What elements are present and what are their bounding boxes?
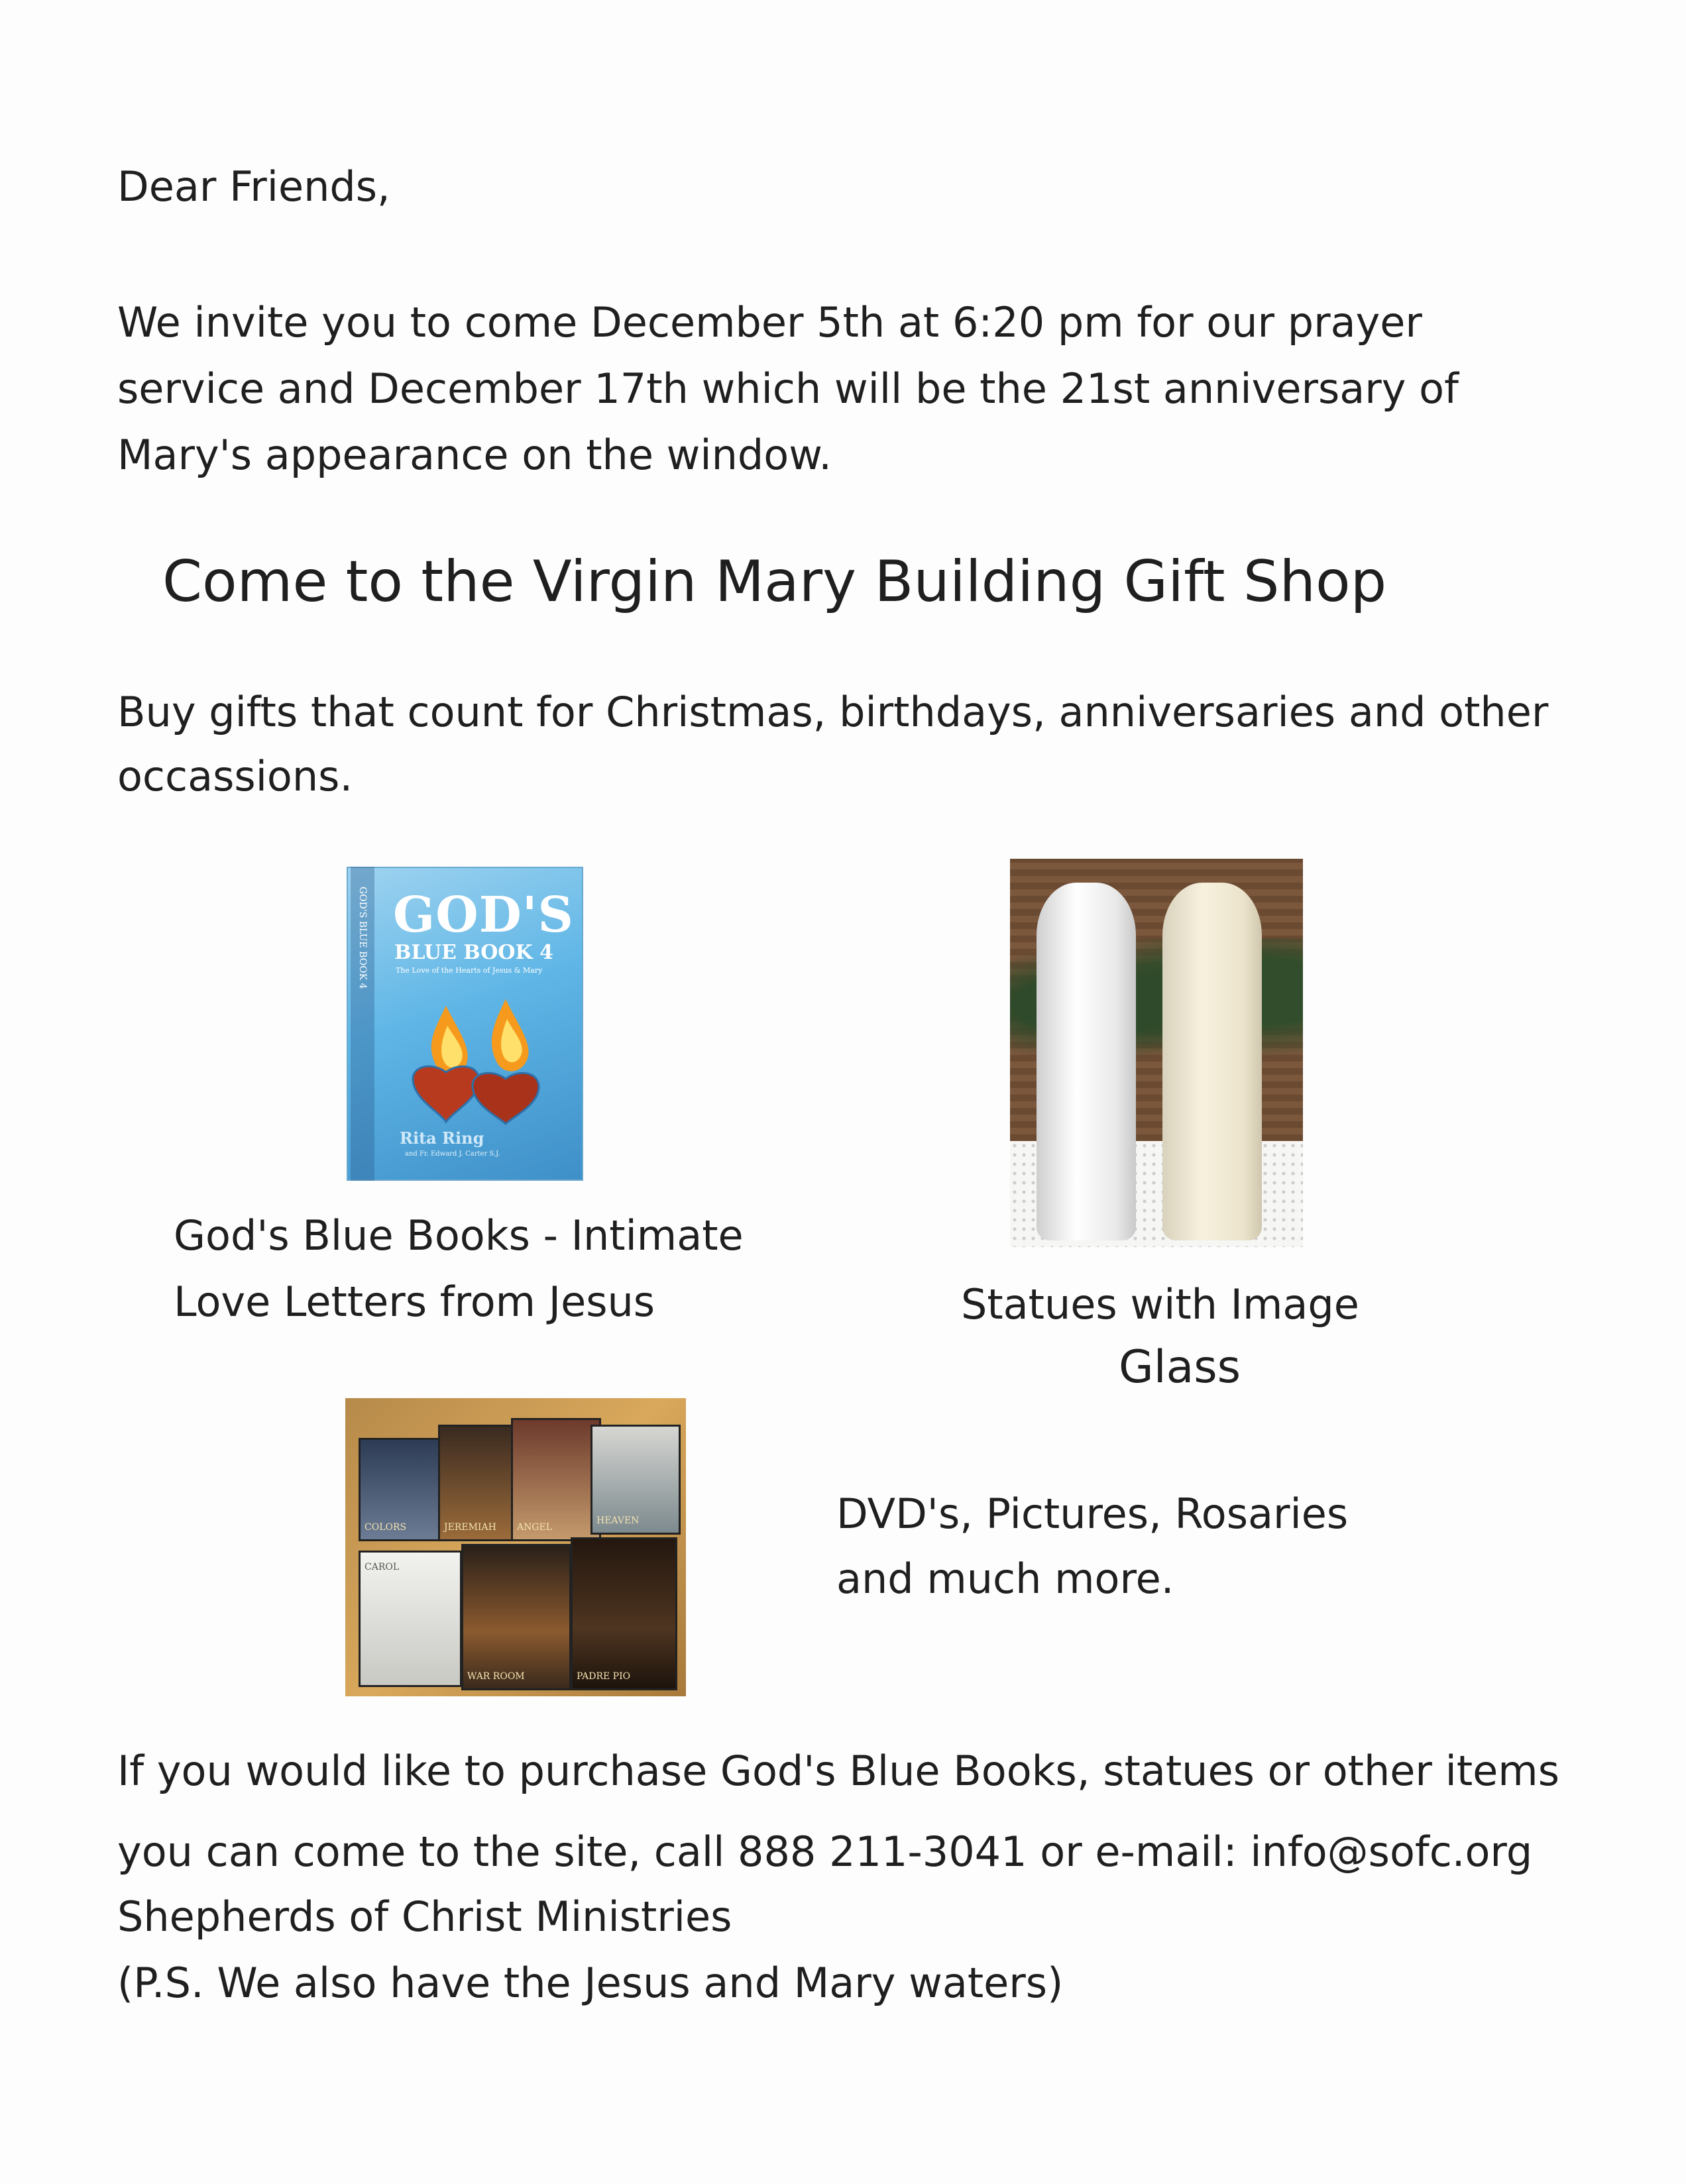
book-spine <box>351 867 374 1181</box>
white-statue <box>1037 883 1136 1240</box>
book-caption-line-1: God's Blue Books - Intimate <box>174 1211 744 1260</box>
dvds-caption-line-1: DVD's, Pictures, Rosaries <box>836 1490 1349 1538</box>
closing-line-2: you can come to the site, call 888 211-3041 or e-mail: info@sofc.org <box>117 1828 1533 1876</box>
closing-line-3: Shepherds of Christ Ministries <box>117 1892 732 1941</box>
dvds-caption-line-2: and much more. <box>836 1555 1174 1603</box>
book-spine-text: GOD'S BLUE BOOK 4 <box>357 887 368 989</box>
dvd-title: WAR ROOM <box>467 1671 525 1682</box>
dvd-title: JEREMIAH <box>444 1522 496 1533</box>
dvd-cover <box>571 1537 677 1690</box>
invite-line-2: service and December 17th which will be the 21st anniversary of <box>117 364 1459 413</box>
buy-line-1: Buy gifts that count for Christmas, birthdays, anniversaries and other <box>117 688 1549 736</box>
dvd-cover <box>511 1418 601 1541</box>
flaming-hearts-icon <box>406 993 559 1125</box>
dvd-cover <box>438 1425 522 1541</box>
book-coauthor: and Fr. Edward J. Carter S.J. <box>405 1150 500 1158</box>
closing-line-4: (P.S. We also have the Jesus and Mary waters) <box>117 1959 1064 2007</box>
page-heading: Come to the Virgin Mary Building Gift Shop <box>162 549 1387 615</box>
dvd-title: CAROL <box>365 1562 400 1572</box>
dvd-title: PADRE PIO <box>577 1671 631 1682</box>
dvd-title: COLORS <box>365 1522 407 1533</box>
invite-line-1: We invite you to come December 5th at 6:20 pm for our prayer <box>117 298 1422 347</box>
blue-book-cover-image <box>347 867 583 1181</box>
dvd-cover <box>461 1544 571 1690</box>
book-cover-tagline: The Love of the Hearts of Jesus & Mary <box>396 966 543 975</box>
buy-line-2: occassions. <box>117 752 353 800</box>
dvd-cover <box>590 1425 681 1535</box>
dvd-cover <box>359 1438 442 1541</box>
greeting: Dear Friends, <box>117 162 390 211</box>
dvd-title: HEAVEN <box>596 1515 640 1526</box>
closing-line-1: If you would like to purchase God's Blue Books, statues or other items <box>117 1747 1559 1795</box>
book-cover-title: GOD'S <box>393 887 574 944</box>
statues-caption-line-2: Glass <box>1119 1341 1241 1393</box>
book-author: Rita Ring <box>400 1128 484 1148</box>
book-caption-line-2: Love Letters from Jesus <box>174 1278 655 1326</box>
dvds-image <box>345 1398 686 1696</box>
statues-caption-line-1: Statues with Image <box>961 1280 1359 1329</box>
statues-image <box>1010 859 1303 1247</box>
invite-line-3: Mary's appearance on the window. <box>117 431 832 479</box>
dvd-cover <box>359 1551 462 1687</box>
dvd-title: ANGEL <box>517 1522 553 1533</box>
book-cover-subtitle: BLUE BOOK 4 <box>394 941 553 964</box>
image-glass-statue <box>1162 883 1262 1240</box>
